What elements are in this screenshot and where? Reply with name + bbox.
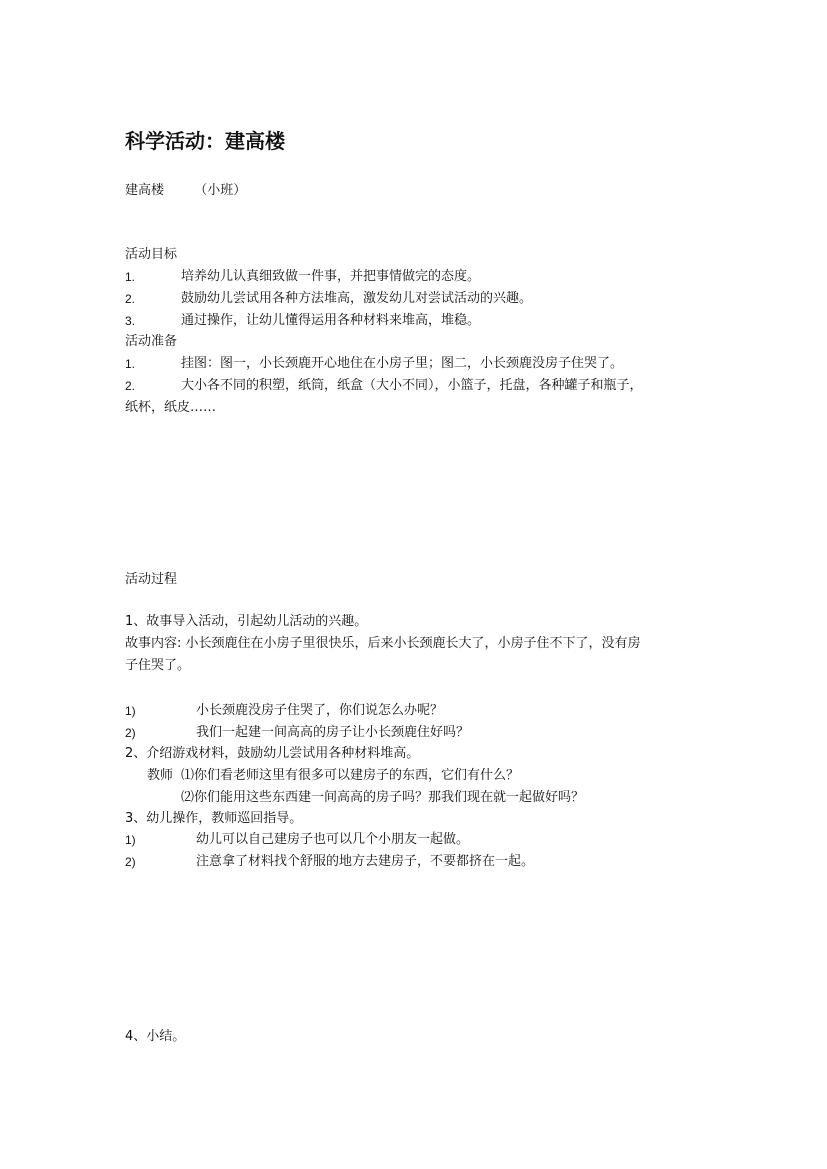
question-item: 小长颈鹿没房子住哭了，你们说怎么办呢？ bbox=[196, 703, 444, 718]
question-number: 2) bbox=[125, 726, 136, 740]
story-content-line-1: 故事内容: 小长颈鹿住在小房子里很快乐，后来小长颈鹿长大了，小房子住不下了，没有房 bbox=[125, 636, 641, 651]
process-step-4: 4、小结。 bbox=[125, 1029, 186, 1044]
subtitle-text: 建高楼 bbox=[125, 183, 165, 198]
document-title: 科学活动：建高楼 bbox=[125, 129, 285, 153]
preparation-number: 2. bbox=[125, 379, 136, 393]
teacher-label: 教师 bbox=[147, 768, 174, 783]
process-heading: 活动过程 bbox=[125, 572, 178, 587]
operation-number: 1) bbox=[125, 833, 136, 847]
teacher-question: ⑴你们看老师这里有很多可以建房子的东西，它们有什么？ bbox=[181, 768, 520, 783]
process-step-2: 2、介绍游戏材料，鼓励幼儿尝试用各种材料堆高。 bbox=[125, 746, 420, 761]
subtitle bbox=[125, 182, 246, 200]
preparation-number: 1. bbox=[125, 357, 136, 371]
class-level: （小班） bbox=[194, 183, 247, 198]
preparation-heading: 活动准备 bbox=[125, 334, 178, 349]
goal-item: 鼓励幼儿尝试用各种方法堆高，激发幼儿对尝试活动的兴趣。 bbox=[181, 291, 533, 306]
goal-number: 2. bbox=[125, 292, 136, 306]
process-step-1: 1、故事导入活动，引起幼儿活动的兴趣。 bbox=[125, 614, 368, 629]
goals-heading: 活动目标 bbox=[125, 247, 178, 262]
story-content-line-2: 子住哭了。 bbox=[125, 658, 191, 673]
goal-number: 1. bbox=[125, 270, 136, 284]
goal-number: 3. bbox=[125, 314, 136, 328]
question-number: 1) bbox=[125, 704, 136, 718]
teacher-question: ⑵你们能用这些东西建一间高高的房子吗？那我们现在就一起做好吗？ bbox=[181, 790, 585, 805]
goal-item: 培养幼儿认真细致做一件事，并把事情做完的态度。 bbox=[181, 269, 481, 284]
question-item: 我们一起建一间高高的房子让小长颈鹿住好吗？ bbox=[196, 725, 470, 740]
operation-item: 注意拿了材料找个舒服的地方去建房子，不要都挤在一起。 bbox=[196, 854, 535, 869]
operation-number: 2) bbox=[125, 855, 136, 869]
preparation-item: 挂图：图一，小长颈鹿开心地住在小房子里；图二，小长颈鹿没房子住哭了。 bbox=[181, 356, 624, 371]
preparation-item: 大小各不同的积塑，纸筒，纸盒（大小不同），小篮子，托盘，各种罐子和瓶子， bbox=[181, 378, 643, 393]
operation-item: 幼儿可以自己建房子也可以几个小朋友一起做。 bbox=[196, 832, 470, 847]
goal-item: 通过操作，让幼儿懂得运用各种材料来堆高，堆稳。 bbox=[181, 313, 481, 328]
process-step-3: 3、幼儿操作，教师巡回指导。 bbox=[125, 811, 303, 826]
preparation-item-continuation: 纸杯，纸皮…… bbox=[125, 400, 217, 415]
